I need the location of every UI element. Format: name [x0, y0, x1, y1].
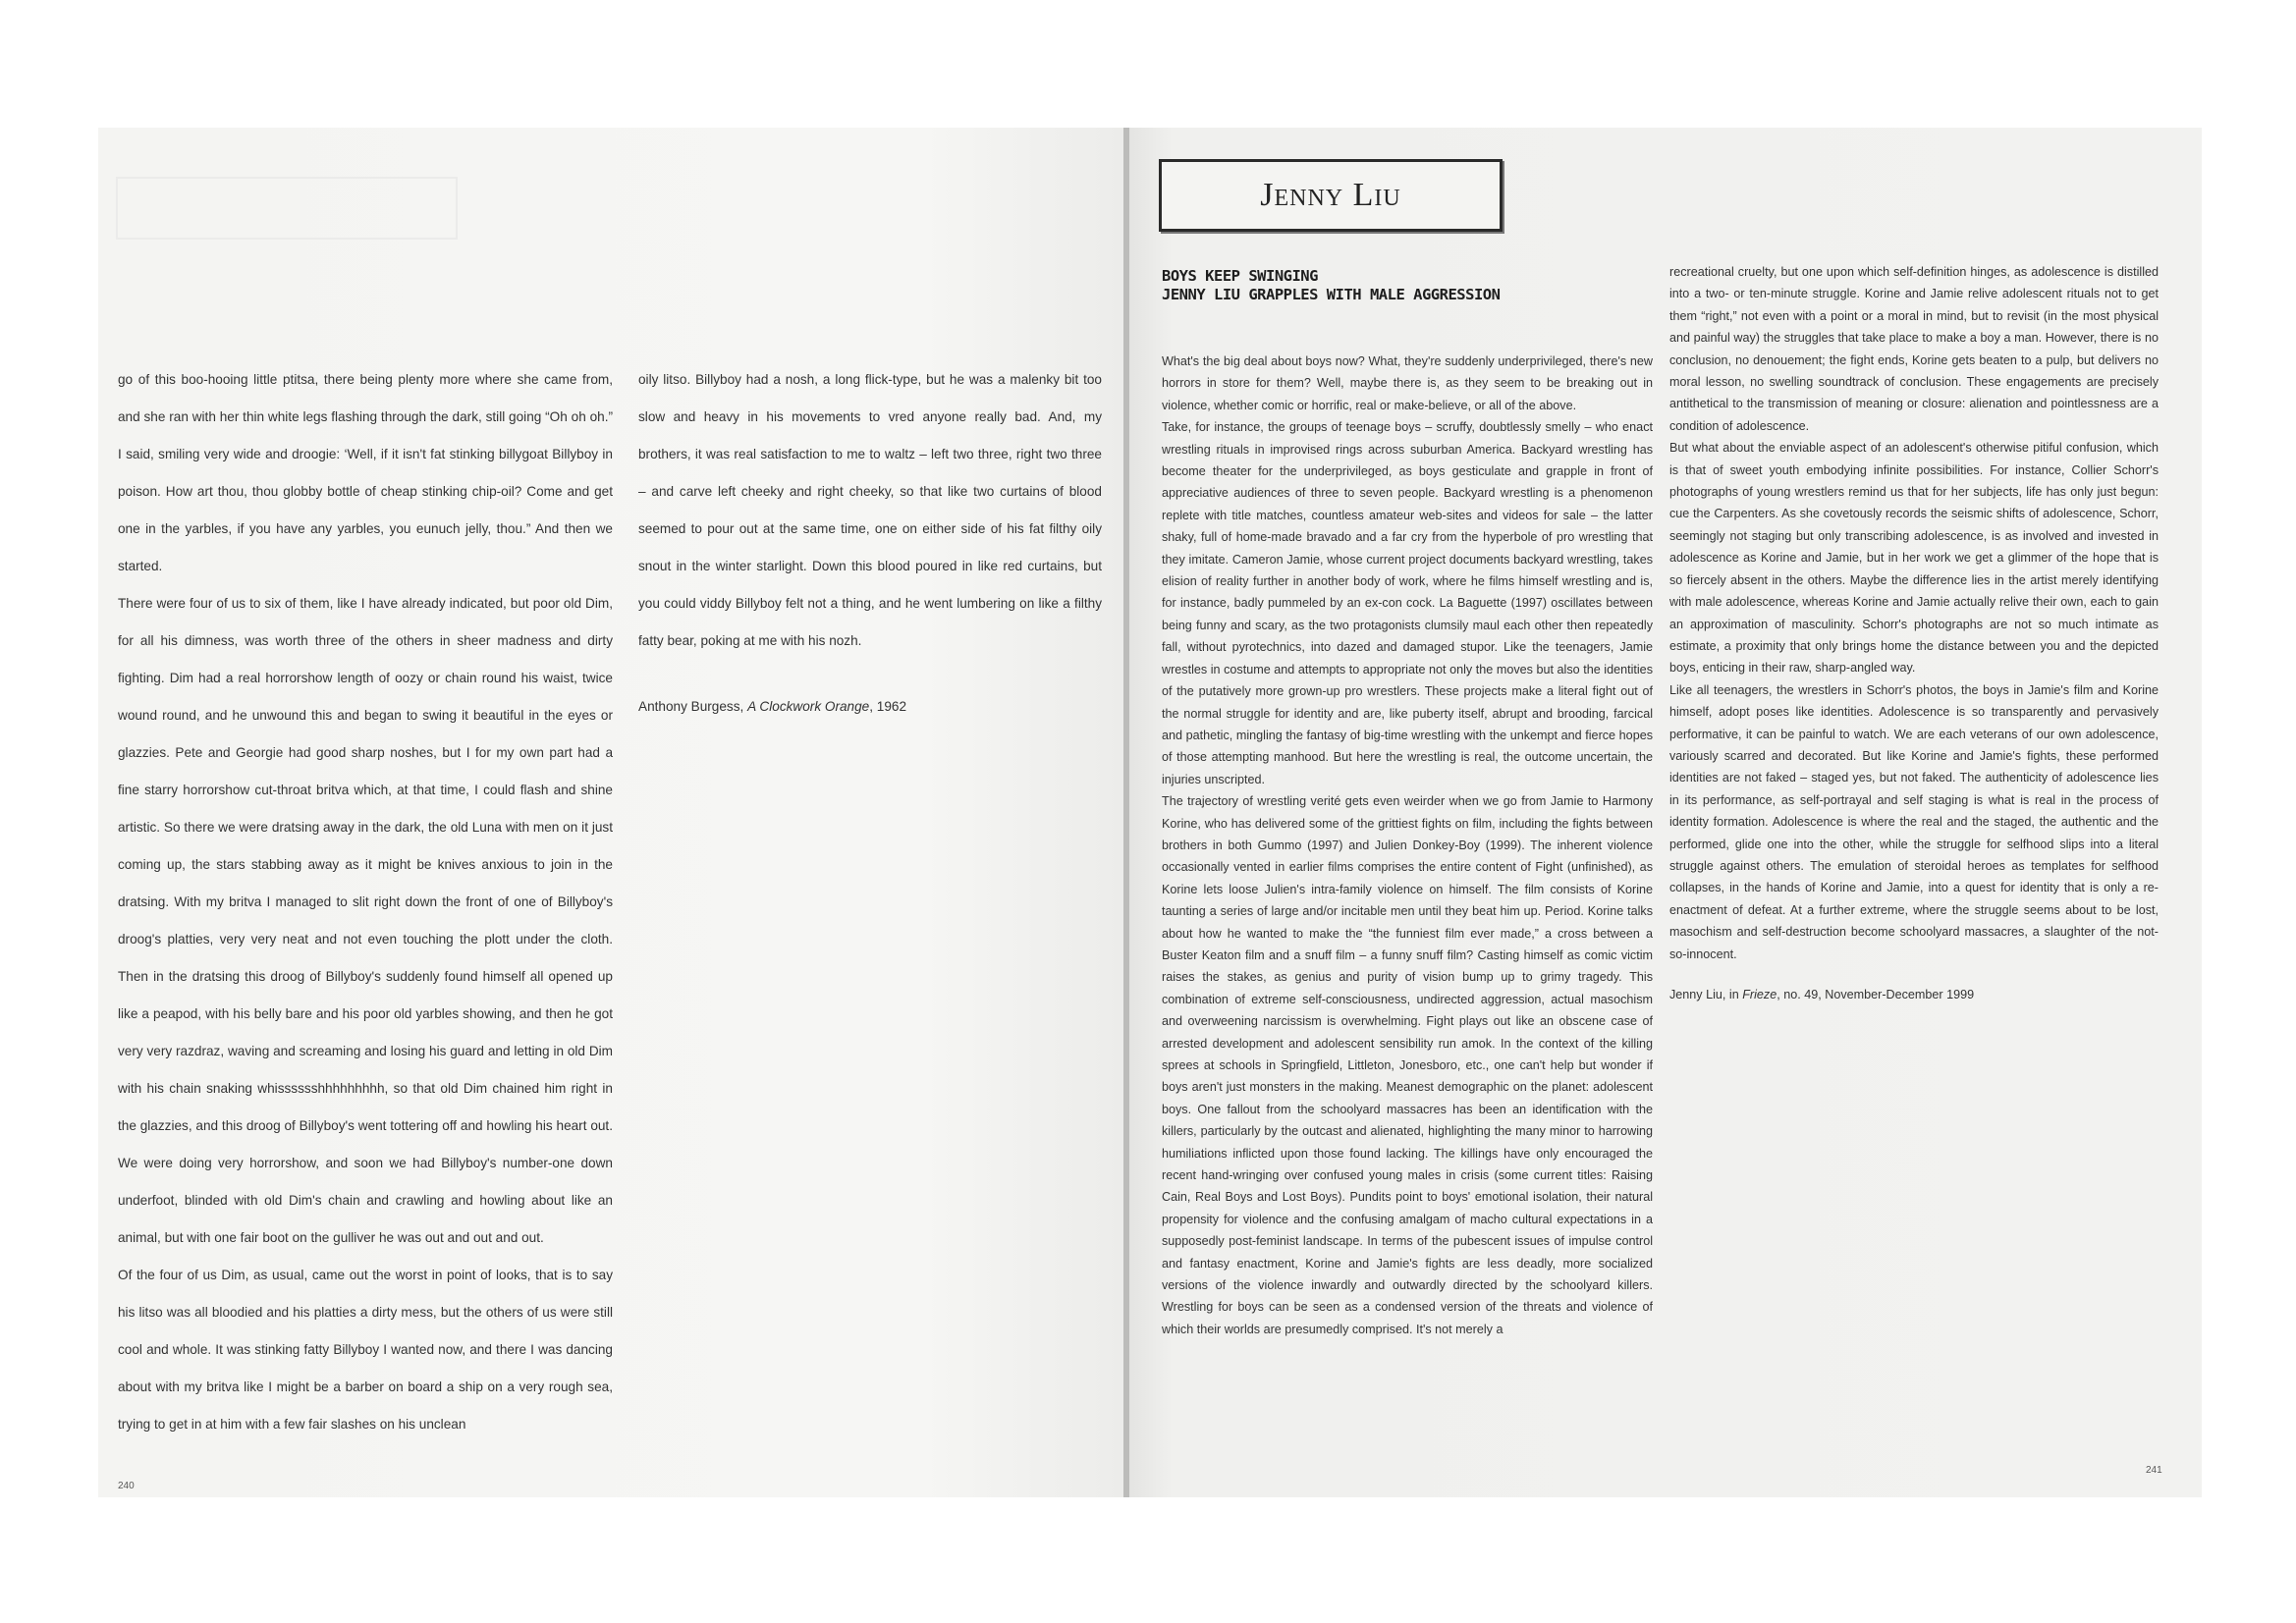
author-banner-text: Jenny Liu: [1260, 177, 1401, 213]
novel-credit-year: , 1962: [869, 699, 907, 714]
essay-column-2: [1669, 261, 2159, 1004]
essay-paragraph: What's the big deal about boys now? What, they're suddenly underprivileged, there's new horrors in store for them? Well, maybe there is, as they seem to be breaking out in violence, whether comic or horrific, real or make-believe, or all of the above.: [1162, 354, 1653, 412]
novel-column-2: [638, 361, 1102, 717]
headline-title: BOYS KEEP SWINGING: [1162, 267, 1318, 285]
novel-paragraph: oily litso. Billyboy had a nosh, a long flick-type, but he was a malenky bit too slow and heavy in his movements to vred anyone really bad. And, my brothers, it was real satisfaction to me to waltz – left two three, right two three – and carve left cheeky and right cheeky, so that like two curtains of blood seemed to pour out at the same time, one on either side of his fat filthy oily snout in the winter starlight. Down this blood poured in like red curtains, but you could viddy Billyboy felt not a thing, and he went lumbering on like a filthy fatty bear, poking at me with his nozh.: [638, 372, 1102, 648]
novel-paragraph: Of the four of us Dim, as usual, came out the worst in point of looks, that is to say his litso was all bloodied and his platties a dirty mess, but the others of us were still cool and whole. It was stinking fatty Billyboy I wanted now, and there I was dancing about with my britva like I might be a barber on board a ship on a very rough sea, trying to get in at him with a few fair slashes on his unclean: [118, 1268, 613, 1432]
novel-credit: [638, 697, 1102, 717]
novel-credit-title: A Clockwork Orange: [747, 699, 870, 714]
headline-subtitle: JENNY LIU GRAPPLES WITH MALE AGGRESSION: [1162, 286, 1501, 303]
essay-credit-issue: , no. 49, November-December 1999: [1777, 988, 1975, 1001]
essay-paragraph: recreational cruelty, but one upon which self-definition hinges, as adolescence is distilled into a two- or ten-minute struggle. Korine and Jamie relive adolescent rituals not to get them “right,” not even with a point or a moral in mind, but to revisit (in the most physical and painful way) the struggles that take place to make a boy a man. However, there is no conclusion, no denouement; the fight ends, Korine gets beaten to a pulp, but delivers no moral lesson, no swelling soundtrack of conclusion. These engagements are precisely antithetical to the transmission of meaning or closure: alienation and pointlessness are a condition of adolescence.: [1669, 265, 2159, 433]
author-banner: [1159, 159, 1503, 232]
novel-paragraph: There were four of us to six of them, like I have already indicated, but poor old Dim, for all his dimness, was worth three of the others in sheer madness and dirty fighting. Dim had a real horrorshow length of oozy or chain round his waist, twice wound round, and he unwound this and began to swing it beautiful in the eyes or glazzies. Pete and Georgie had good sharp noshes, but I for my own part had a fine starry horrorshow cut-throat britva which, at that time, I could flash and shine artistic. So there we were dratsing away in the dark, the old Luna with men on it just coming up, the stars stabbing away as it might be knives anxious to join in the dratsing. With my britva I managed to slit right down the front of one of Billyboy's droog's platties, very very neat and not even touching the plott under the cloth. Then in the dratsing this droog of Billyboy's suddenly found himself all opened up like a peapod, with his belly bare and his poor old yarbles showing, and then he got very very razdraz, waving and screaming and losing his guard and letting in old Dim with his chain snaking whisssssshhhhhhhhh, so that old Dim chained him right in the glazzies, and this droog of Billyboy's went tottering off and howling his heart out. We were doing very horrorshow, and soon we had Billyboy's number-one down underfoot, blinded with old Dim's chain and crawling and howling about like an animal, but with one fair boot on the gulliver he was out and out and out.: [118, 596, 613, 1245]
article-headline: [1162, 267, 1653, 304]
novel-paragraph: go of this boo-hooing little ptitsa, there being plenty more where she came from, and she ran with her thin white legs flashing through the dark, still going “Oh oh oh.” I said, smiling very wide and droogie: ‘Well, if it isn't fat stinking billygoat Billyboy in poison. How art thou, thou globby bottle of cheap stinking chip-oil? Come and get one in the yarbles, if you have any yarbles, you eunuch jelly, thou.” And then we started.: [118, 372, 613, 573]
essay-credit-magazine: Frieze: [1742, 988, 1777, 1001]
essay-credit: [1669, 985, 2159, 1004]
novel-column-1: [118, 361, 613, 1443]
page-number-left: 240: [118, 1481, 135, 1491]
essay-paragraph: Take, for instance, the groups of teenage boys – scruffy, doubtlessly smelly – who enact wrestling rituals in improvised rings across suburban America. Backyard wrestling has become theater for the underprivileged, as boys gesticulate and grapple in front of appreciative audiences of three to seven people. Backyard wrestling is a phenomenon replete with title matches, countless amateur web-sites and videos for sale – the latter shaky, full of home-made bravado and a far cry from the hyperbole of pro wrestling that they imitate. Cameron Jamie, whose current project documents backyard wrestling, takes elision of reality further in another body of work, where he films himself wrestling and is, for instance, badly pummeled by an ex-con cock. La Baguette (1997) oscillates between being funny and scary, as the two protagonists clumsily maul each other then repeatedly fall, without pyrotechnics, into dazed and damaged stupor. Like the teenagers, Jamie wrestles in costume and attempts to appropriate not only the moves but also the identities of the putatively more grown-up pro wrestlers. These projects make a literal fight out of the normal struggle for identity and are, like puberty itself, abrupt and brooding, farcical and pathetic, mingling the fantasy of big-time wrestling with the unkempt and fierce hopes of those attempting manhood. But here the wrestling is real, the outcome uncertain, the injuries unscripted.: [1162, 420, 1653, 786]
essay-paragraph: Like all teenagers, the wrestlers in Schorr's photos, the boys in Jamie's film and Korine himself, adopt poses like identities. Adolescence is so transparently and pervasively performative, it can be painful to watch. We are each veterans of our own adolescence, variously scarred and decorated. But like Korine and Jamie's fights, these performed identities are not faked – staged yes, but not faked. The authenticity of adolescence lies in its performance, as self-portrayal and self staging is what is real in the process of identity formation. Adolescence is where the real and the staged, the authentic and the performed, glide one into the other, while the struggle for selfhood slips into a literal struggle against others. The emulation of steroidal heroes as templates for selfhood collapses, in the hands of Korine and Jamie, into a quest for identity that is only a re-enactment of defeat. At a further extreme, where the struggle seems about to be lost, masochism and self-destruction become schoolyard massacres, a slaughter of the not-so-innocent.: [1669, 682, 2159, 961]
essay-paragraph: The trajectory of wrestling verité gets even weirder when we go from Jamie to Harmony Korine, who has delivered some of the grittiest fights on film, including the fights between brothers in both Gummo (1997) and Julien Donkey-Boy (1999). The inherent violence occasionally vented in earlier films comprises the entire content of Fight (unfinished), as Korine lets loose Julien's intra-family violence on himself. The film consists of Korine taunting a series of large and/or incitable men until they beat him up. Period. Korine talks about how he wanted to make the “the funniest film ever made,” a cross between a Buster Keaton film and a snuff film – a funny snuff film? Casting himself as comic victim raises the stakes, as genius and purity of vision bump up to grimy tragedy. This combination of extreme self-consciousness, undirected aggression, actual masochism and overweening narcissism is overwhelming. Fight plays out like an obscene case of arrested development and adolescent sensibility run amok. In the context of the killing sprees at schools in Springfield, Littleton, Jonesboro, etc., one can't help but wonder if boys aren't just monsters in the making. Meanest demographic on the planet: adolescent boys. One fallout from the schoolyard massacres has been an identification with the killers, particularly by the outcast and alienated, highlighting the many minor to harrowing humiliations inflicted upon those found lacking. The killings have only encouraged the recent hand-wringing over confused young males in crisis (some current titles: Raising Cain, Real Boys and Lost Boys). Pundits point to boys' emotional isolation, their natural propensity for violence and the confusing amalgam of macho cultural expectations in a supposedly post-feminist landscape. In terms of the pubescent issues of impulse control and fantasy enactment, Korine and Jamie's fights are less deadly, more socialized versions of the violence inwardly and outwardly directed by the schoolyard killers. Wrestling for boys can be seen as a condensed version of the threats and violence of which their worlds are presumedly comprised. It's not merely a: [1162, 794, 1653, 1336]
novel-credit-author: Anthony Burgess,: [638, 699, 748, 714]
essay-column-1: [1162, 351, 1653, 1340]
page-number-right: 241: [2146, 1465, 2162, 1476]
essay-credit-author: Jenny Liu, in: [1669, 988, 1743, 1001]
book-gutter: [1123, 128, 1129, 1497]
essay-paragraph: But what about the enviable aspect of an adolescent's otherwise pitiful confusion, which is that of sweet youth embodying infinite possibilities. For instance, Collier Schorr's photographs of young wrestlers remind us that for her subjects, life has only just begun: cue the Carpenters. As she covetously records the seismic shifts of adolescence, Schorr, seemingly not staging but only transcribing adolescence, is as involved and invested in adolescence as Korine and Jamie, but in her work we get a glimmer of the hope that is so fiercely absent in the others. Maybe the difference lies in the artist merely identifying with male adolescence, whereas Korine and Jamie actually relive their own, each to gain an approximation of masculinity. Schorr's photographs are not so much intimate as estimate, a proximity that only brings home the distance between you and the depicted boys, enticing in their raw, sharp-angled way.: [1669, 441, 2159, 676]
show-through-box: [116, 177, 458, 240]
